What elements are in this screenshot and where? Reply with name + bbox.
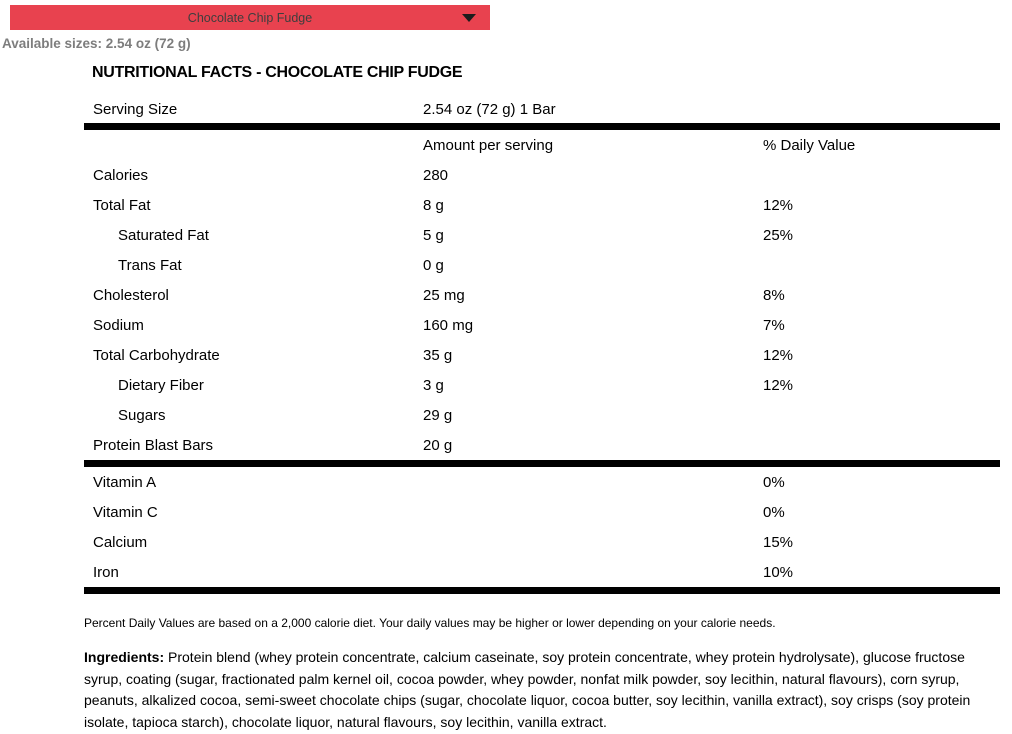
table-row-iron bbox=[84, 557, 1000, 587]
ingredients-label: Ingredients: bbox=[84, 649, 165, 665]
divider-bottom bbox=[84, 587, 1000, 594]
table-row-cholesterol bbox=[84, 280, 1000, 310]
nutrient-dv: 7% bbox=[763, 316, 785, 334]
nutrient-label: Dietary Fiber bbox=[118, 376, 204, 394]
serving-size-value: 2.54 oz (72 g) 1 Bar bbox=[423, 100, 556, 118]
col-header-amount: Amount per serving bbox=[423, 136, 554, 154]
nutrient-dv: 8% bbox=[763, 286, 785, 304]
nutrient-dv: 12% bbox=[763, 346, 794, 364]
nutrient-label: Sugars bbox=[118, 406, 166, 424]
nutrient-dv: 0% bbox=[763, 503, 785, 521]
nutrient-dv: 25% bbox=[763, 226, 794, 244]
nutrition-facts-table bbox=[84, 64, 1000, 594]
nutrient-dv: 10% bbox=[763, 563, 794, 581]
nutrient-dv: 15% bbox=[763, 533, 794, 551]
nutrition-title: NUTRITIONAL FACTS - CHOCOLATE CHIP FUDGE bbox=[92, 64, 463, 81]
ingredients-text: Protein blend (whey protein concentrate, calcium caseinate, soy protein concentrate, whey protein hydrolysate), glucose fructose syrup, coating (sugar, fractionated palm kernel oil, cocoa powder, whey powder, nonfat milk powder, soy lecithin, natural flavours), corn syrup, peanuts, alkalized cocoa, semi-sweet chocolate chips (sugar, chocolate liquor, cocoa butter, soy lecithin, vanilla extract), soy crisps (soy protein isolate, tapioca starch), chocolate liquor, natural flavours, soy lecithin, vanilla extract. bbox=[84, 649, 971, 730]
serving-size-label: Serving Size bbox=[93, 100, 178, 118]
table-row-trans-fat bbox=[84, 250, 1000, 280]
nutrient-label: Cholesterol bbox=[93, 286, 169, 304]
nutrient-amount: 29 g bbox=[423, 406, 453, 424]
table-row-sodium bbox=[84, 310, 1000, 340]
divider-middle bbox=[84, 460, 1000, 467]
table-row-vitamin-c bbox=[84, 497, 1000, 527]
table-row-calories bbox=[84, 160, 1000, 190]
table-row-vitamin-a bbox=[84, 467, 1000, 497]
nutrient-amount: 8 g bbox=[423, 196, 444, 214]
table-row-calcium bbox=[84, 527, 1000, 557]
nutrient-label: Trans Fat bbox=[118, 256, 182, 274]
table-row-dietary-fiber bbox=[84, 370, 1000, 400]
divider-top bbox=[84, 123, 1000, 130]
chevron-down-icon bbox=[462, 14, 476, 22]
daily-values-footnote: Percent Daily Values are based on a 2,000 calorie diet. Your daily values may be higher or lower depending on your calorie needs. bbox=[84, 616, 776, 630]
nutrient-dv: 12% bbox=[763, 376, 794, 394]
nutrient-amount: 0 g bbox=[423, 256, 444, 274]
nutrient-amount: 160 mg bbox=[423, 316, 474, 334]
nutrient-amount: 5 g bbox=[423, 226, 444, 244]
table-row-saturated-fat bbox=[84, 220, 1000, 250]
nutrient-amount: 35 g bbox=[423, 346, 453, 364]
nutrient-label: Protein Blast Bars bbox=[93, 436, 214, 454]
nutrient-label: Total Fat bbox=[93, 196, 151, 214]
nutrient-label: Calories bbox=[93, 166, 149, 184]
table-row-total-carbohydrate bbox=[84, 340, 1000, 370]
table-row-protein-blast-bars bbox=[84, 430, 1000, 460]
nutrient-label: Iron bbox=[93, 563, 119, 581]
ingredients-paragraph bbox=[84, 647, 1004, 733]
nutrient-dv: 12% bbox=[763, 196, 794, 214]
nutrient-label: Vitamin C bbox=[93, 503, 158, 521]
serving-size-row bbox=[84, 98, 1000, 120]
nutrient-amount: 20 g bbox=[423, 436, 453, 454]
nutrient-dv: 0% bbox=[763, 473, 785, 491]
table-row-total-fat bbox=[84, 190, 1000, 220]
table-header-row bbox=[84, 130, 1000, 160]
table-row-sugars bbox=[84, 400, 1000, 430]
col-header-dv: % Daily Value bbox=[763, 136, 856, 154]
nutrient-label: Vitamin A bbox=[93, 473, 157, 491]
nutrient-label: Saturated Fat bbox=[118, 226, 209, 244]
nutrient-amount: 25 mg bbox=[423, 286, 465, 304]
nutrient-amount: 3 g bbox=[423, 376, 444, 394]
nutrient-amount: 280 bbox=[423, 166, 449, 184]
available-sizes: Available sizes: 2.54 oz (72 g) bbox=[2, 36, 191, 51]
nutrient-label: Calcium bbox=[93, 533, 148, 551]
nutrient-label: Sodium bbox=[93, 316, 144, 334]
flavor-select-value: Chocolate Chip Fudge bbox=[187, 10, 313, 25]
flavor-select[interactable] bbox=[10, 5, 490, 30]
nutrient-label: Total Carbohydrate bbox=[93, 346, 220, 364]
